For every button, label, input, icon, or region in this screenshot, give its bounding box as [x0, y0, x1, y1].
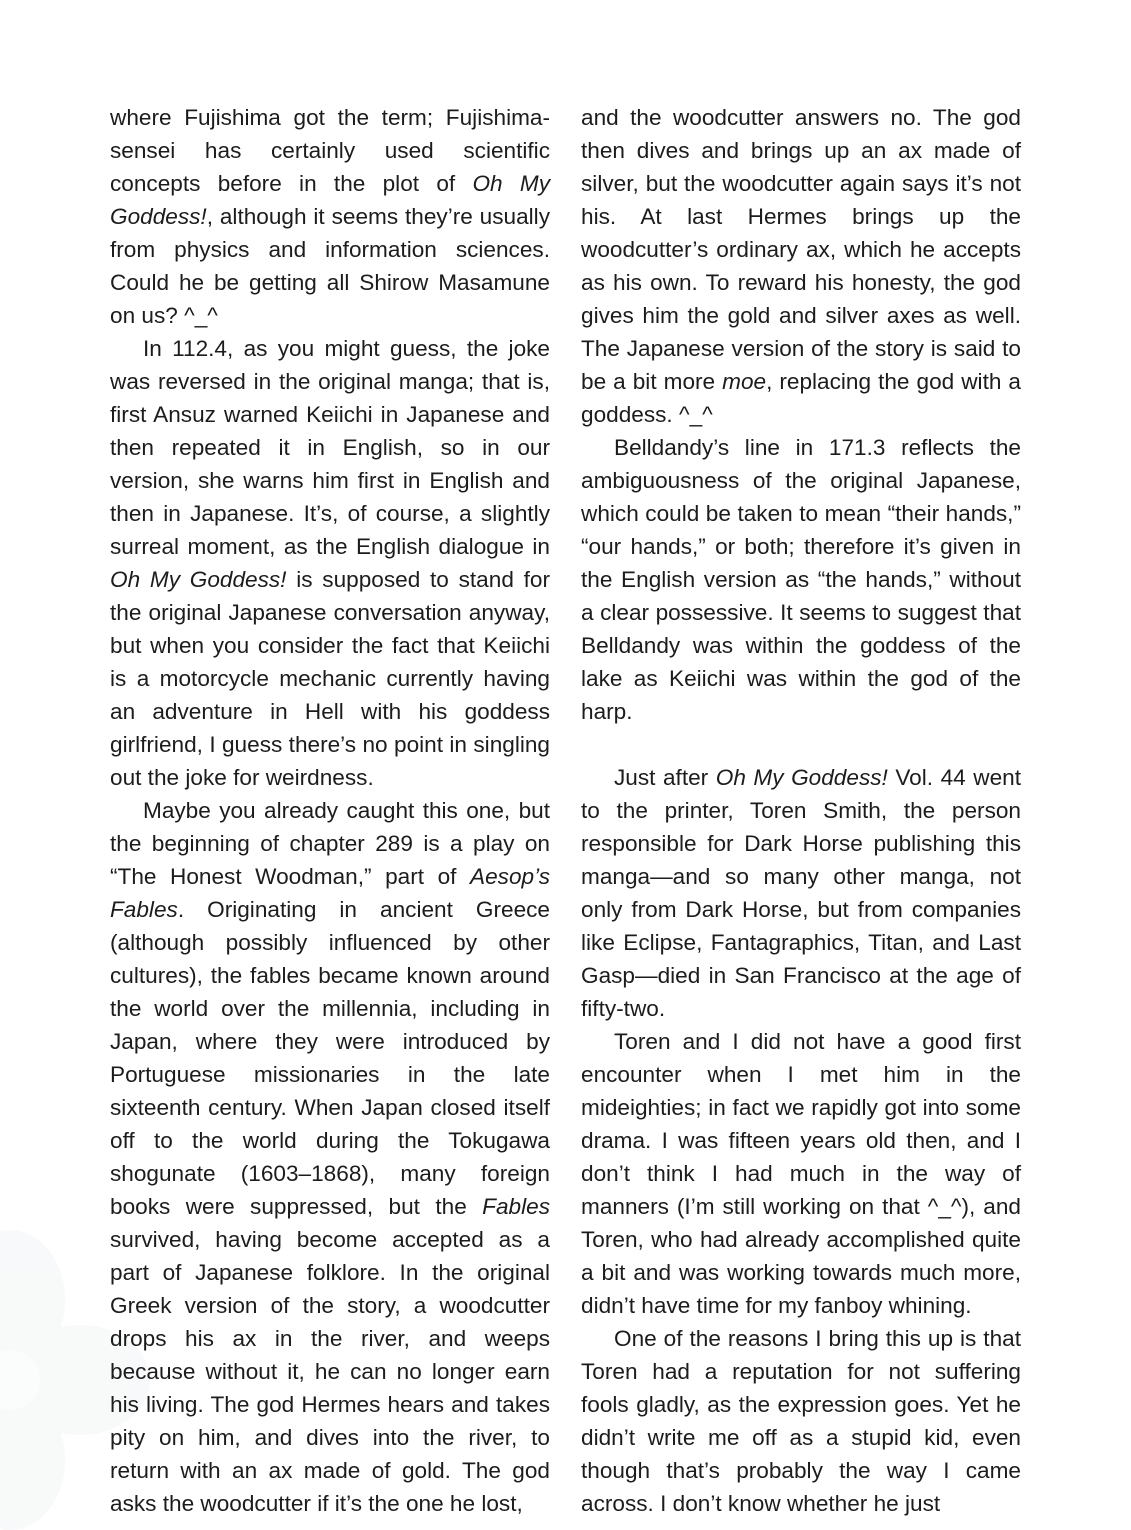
- left-column: [110, 101, 550, 1520]
- text-run: , replacing the god with a goddess. ^_^: [581, 369, 1021, 427]
- paragraph: Toren and I did not have a good first encounter when I met him in the mideighties; in fact we rapidly got into some drama. I was fifteen years old then, and I don’t think I had much in the way of manners (I’m still working on that ^_^), and Toren, who had already accomplished quite a bit and was working towards much more, didn’t have time for my fanboy whining.: [581, 1029, 1021, 1318]
- text-run: Vol. 44 went to the printer, Toren Smith, the person responsible for Dark Horse publishing this manga—and so many other manga, not only from Dark Horse, but from companies like Eclipse, Fantagraphics, Titan, and Last Gasp—died in San Francisco at the age of fifty-two.: [581, 765, 1021, 1021]
- paragraph: [581, 761, 1021, 1025]
- text-run: In 112.4, as you might guess, the joke was reversed in the original manga; that is, first Ansuz warned Keiichi in Japanese and then repeated it in English, so in our version, she warns him first in English and then in Japanese. It’s, of course, a slightly surreal moment, as the English dialogue in: [110, 336, 550, 559]
- text-run: and the woodcutter answers no. The god then dives and brings up an ax made of silver, but the woodcutter again says it’s not his. At last Hermes brings up the woodcutter’s ordinary ax, which he accepts as his own. To reward his honesty, the god gives him the gold and silver axes as well. The Japanese version of the story is said to be a bit more: [581, 105, 1021, 394]
- text-run: Just after: [614, 765, 716, 790]
- paragraph: [110, 332, 550, 794]
- italic-title: Aesop’s Fables: [110, 864, 550, 922]
- text-run: , although it seems they’re usually from physics and information sciences. Could he be getting all Shirow Masamune on us? ^_^: [110, 204, 550, 328]
- italic-word: moe: [722, 369, 767, 394]
- italic-title: Fables: [482, 1194, 550, 1219]
- paragraph: [110, 794, 550, 1520]
- italic-title: Oh My Goddess!: [715, 765, 888, 790]
- italic-title: Oh My Goddess!: [110, 171, 550, 229]
- paragraph: [581, 101, 1021, 431]
- paragraph: Belldandy’s line in 171.3 reflects the ambiguousness of the original Japanese, which could be taken to mean “their hands,” “our hands,” or both; therefore it’s given in the English version as “the hands,” without a clear possessive. It seems to suggest that Belldandy was within the goddess of the lake as Keiichi was within the god of the harp.: [581, 435, 1021, 724]
- text-run: where Fujishima got the term; Fujishima-sensei has certainly used scientific concepts before in the plot of: [110, 105, 550, 196]
- text-run: . Originating in ancient Greece (although possibly influenced by other cultures), the fables became known around the world over the millennia, including in Japan, where they were introduced by Portuguese missionaries in the late sixteenth century. When Japan closed itself off to the world during the Tokugawa shogunate (1603–1868), many foreign books were suppressed, but the: [110, 897, 550, 1219]
- text-run: is supposed to stand for the original Japanese conversation anyway, but when you consider the fact that Keiichi is a motorcycle mechanic currently having an adventure in Hell with his goddess girlfriend, I guess there’s no point in singling out the joke for weirdness.: [110, 567, 550, 790]
- paragraph: One of the reasons I bring this up is that Toren had a reputation for not suffering fools gladly, as the expression goes. Yet he didn’t write me off as a stupid kid, even though that’s probably the way I came across. I don’t know whether he just: [581, 1326, 1021, 1516]
- right-column: [581, 101, 1021, 1520]
- text-run: Maybe you already caught this one, but the beginning of chapter 289 is a play on “The Honest Woodman,” part of: [110, 798, 550, 889]
- italic-title: Oh My Goddess!: [110, 567, 287, 592]
- text-run: survived, having become accepted as a part of Japanese folklore. In the original Greek version of the story, a woodcutter drops his ax in the river, and weeps because without it, he can no longer earn his living. The god Hermes hears and takes pity on him, and dives into the river, to return with an ax made of gold. The god asks the woodcutter if it’s the one he lost,: [110, 1227, 550, 1516]
- paragraph: [110, 101, 550, 332]
